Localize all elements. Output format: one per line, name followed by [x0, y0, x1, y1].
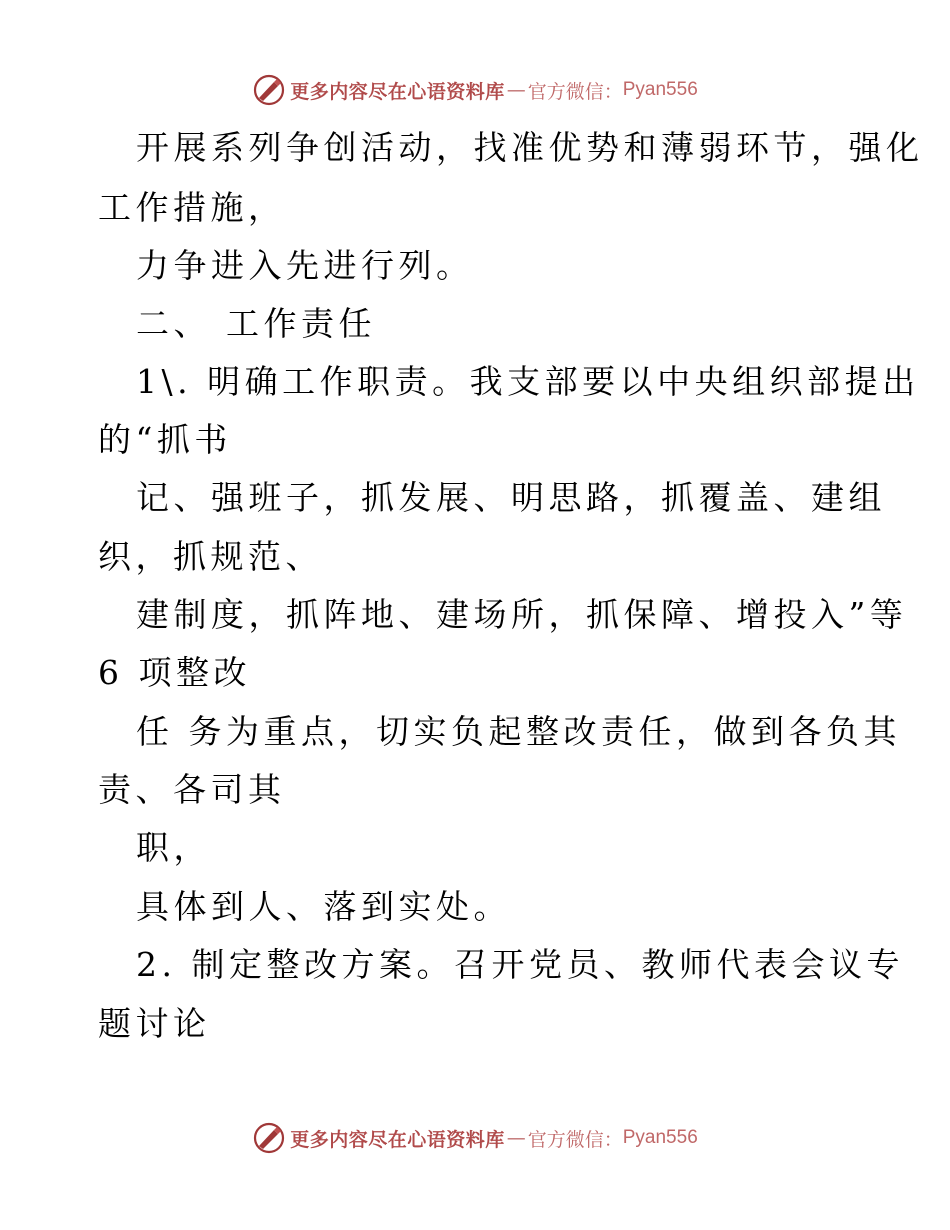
- body-line: 力争进入先进行列。: [136, 246, 474, 285]
- watermark-label: 更多内容尽在心语资料库: [290, 80, 505, 103]
- pen-logo-icon: [252, 73, 286, 107]
- watermark-sub: 官方微信：: [527, 1128, 623, 1151]
- watermark-label: 更多内容尽在心语资料库: [290, 1128, 505, 1151]
- body-line: 责、各司其: [98, 770, 286, 809]
- section-heading: 二、 工作责任: [136, 304, 376, 343]
- body-line: 具体到人、落到实处。: [136, 887, 511, 926]
- watermark-sub: 官方微信：: [527, 80, 623, 103]
- body-line: 记、强班子，抓发展、明思路，抓覆盖、建组: [136, 478, 886, 517]
- body-line: 织，抓规范、: [98, 537, 323, 576]
- watermark-wechat: Pyan556: [622, 79, 698, 100]
- footer-watermark: [0, 1118, 950, 1158]
- watermark-wechat: Pyan556: [622, 1127, 698, 1148]
- body-line: 6 项整改: [98, 653, 251, 692]
- body-line: 建制度，抓阵地、建场所，抓保障、增投入”等: [136, 595, 908, 634]
- body-line: 2. 制定整改方案。召开党员、教师代表会议专: [136, 945, 904, 984]
- body-line: 职，: [136, 828, 211, 867]
- watermark-dash: —: [506, 79, 526, 101]
- body-line: 1\. 明确工作职责。我支部要以中央组织部提出: [136, 362, 920, 401]
- body-line: 工作措施，: [98, 188, 286, 227]
- body-line: 开展系列争创活动，找准优势和薄弱环节，强化: [136, 128, 924, 167]
- watermark-dash: —: [506, 1127, 526, 1149]
- body-line: 任 务为重点，切实负起整改责任，做到各负其: [136, 712, 901, 751]
- body-line: 的“抓书: [98, 420, 232, 459]
- body-line: 题讨论: [98, 1004, 211, 1043]
- pen-logo-icon: [252, 1121, 286, 1155]
- header-watermark: [0, 70, 950, 110]
